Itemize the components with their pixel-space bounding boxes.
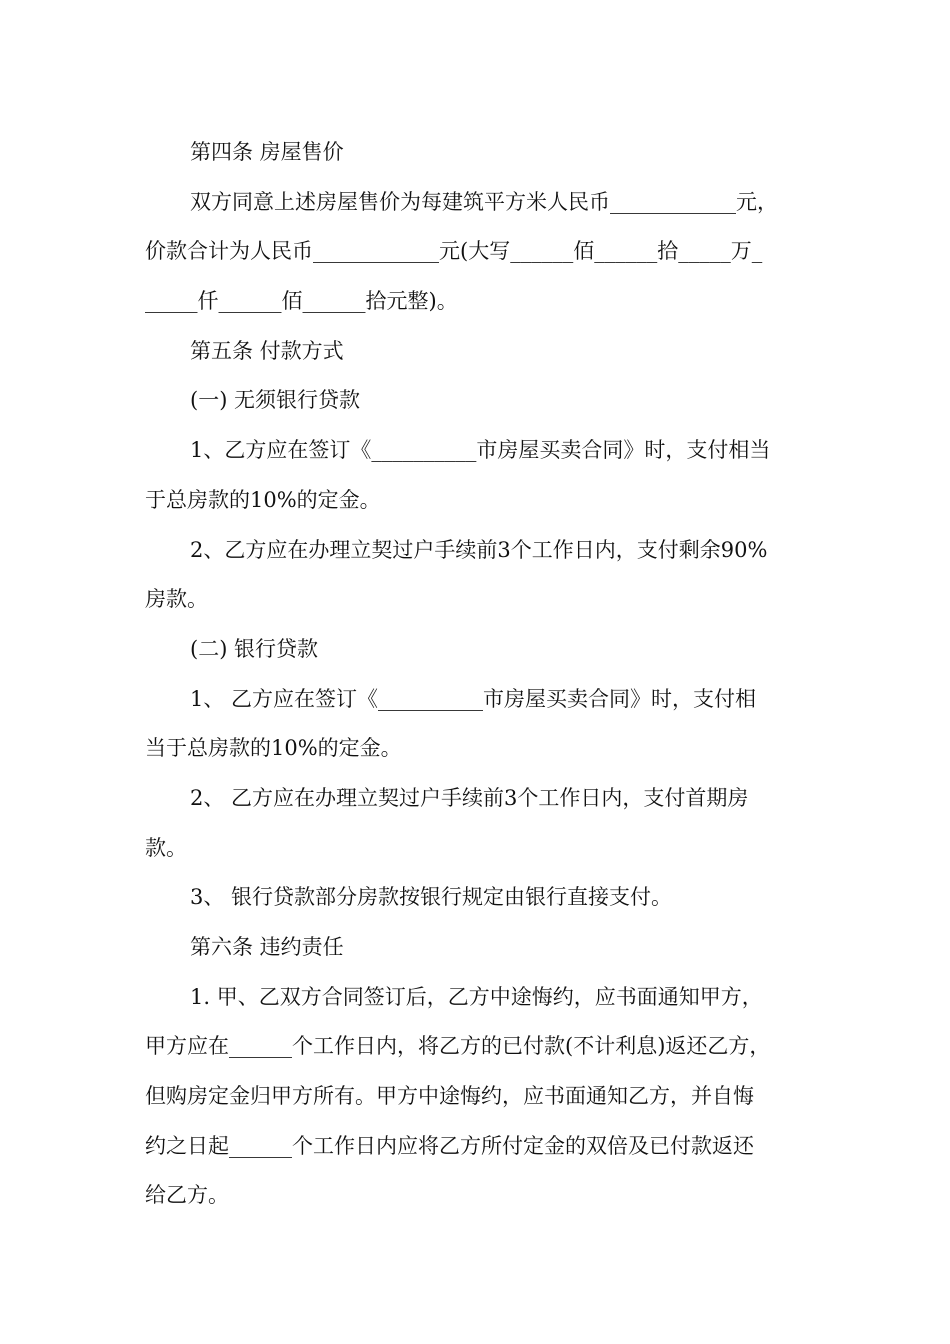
no-loan-item-2-line: 2、乙方应在办理立契过户手续前3个工作日内，支付剩余90% (190, 538, 768, 562)
bank-loan-item-1-line: 1、 乙方应在签订《__________市房屋买卖合同》时，支付相 (190, 687, 757, 711)
no-loan-item-2-line: 房款。 (145, 587, 208, 611)
breach-item-1-line: 但购房定金归甲方所有。甲方中途悔约，应书面通知乙方，并自悔 (145, 1084, 754, 1108)
article-4-paragraph-line: 价款合计为人民币____________元(大写______佰______拾_____万_ (145, 239, 763, 263)
article-4-paragraph-line: _____仟______佰______拾元整)。 (145, 289, 458, 313)
article-6-heading: 第六条 违约责任 (190, 935, 344, 959)
bank-loan-item-2-line: 2、 乙方应在办理立契过户手续前3个工作日内，支付首期房 (190, 786, 749, 810)
breach-item-1-line: 约之日起______个工作日内应将乙方所付定金的双倍及已付款返还 (145, 1134, 754, 1158)
bank-loan-item-1-line: 当于总房款的10%的定金。 (145, 736, 402, 760)
article-4-heading: 第四条 房屋售价 (190, 140, 344, 164)
breach-item-1-line: 1. 甲、乙双方合同签订后，乙方中途悔约，应书面通知甲方， (190, 985, 763, 1009)
bank-loan-item-2-line: 款。 (145, 836, 187, 860)
article-4-paragraph-line: 双方同意上述房屋售价为每建筑平方米人民币____________元， (190, 190, 778, 214)
breach-item-1-line: 甲方应在______个工作日内，将乙方的已付款(不计利息)返还乙方， (145, 1034, 771, 1058)
section-bank-loan-heading: (二) 银行贷款 (190, 637, 319, 661)
section-no-loan-heading: (一) 无须银行贷款 (190, 388, 361, 412)
article-5-heading: 第五条 付款方式 (190, 339, 344, 363)
breach-item-1-line: 给乙方。 (145, 1183, 229, 1207)
bank-loan-item-3-line: 3、 银行贷款部分房款按银行规定由银行直接支付。 (190, 885, 673, 909)
no-loan-item-1-line: 于总房款的10%的定金。 (145, 488, 381, 512)
no-loan-item-1-line: 1、乙方应在签订《__________市房屋买卖合同》时，支付相当 (190, 438, 771, 462)
